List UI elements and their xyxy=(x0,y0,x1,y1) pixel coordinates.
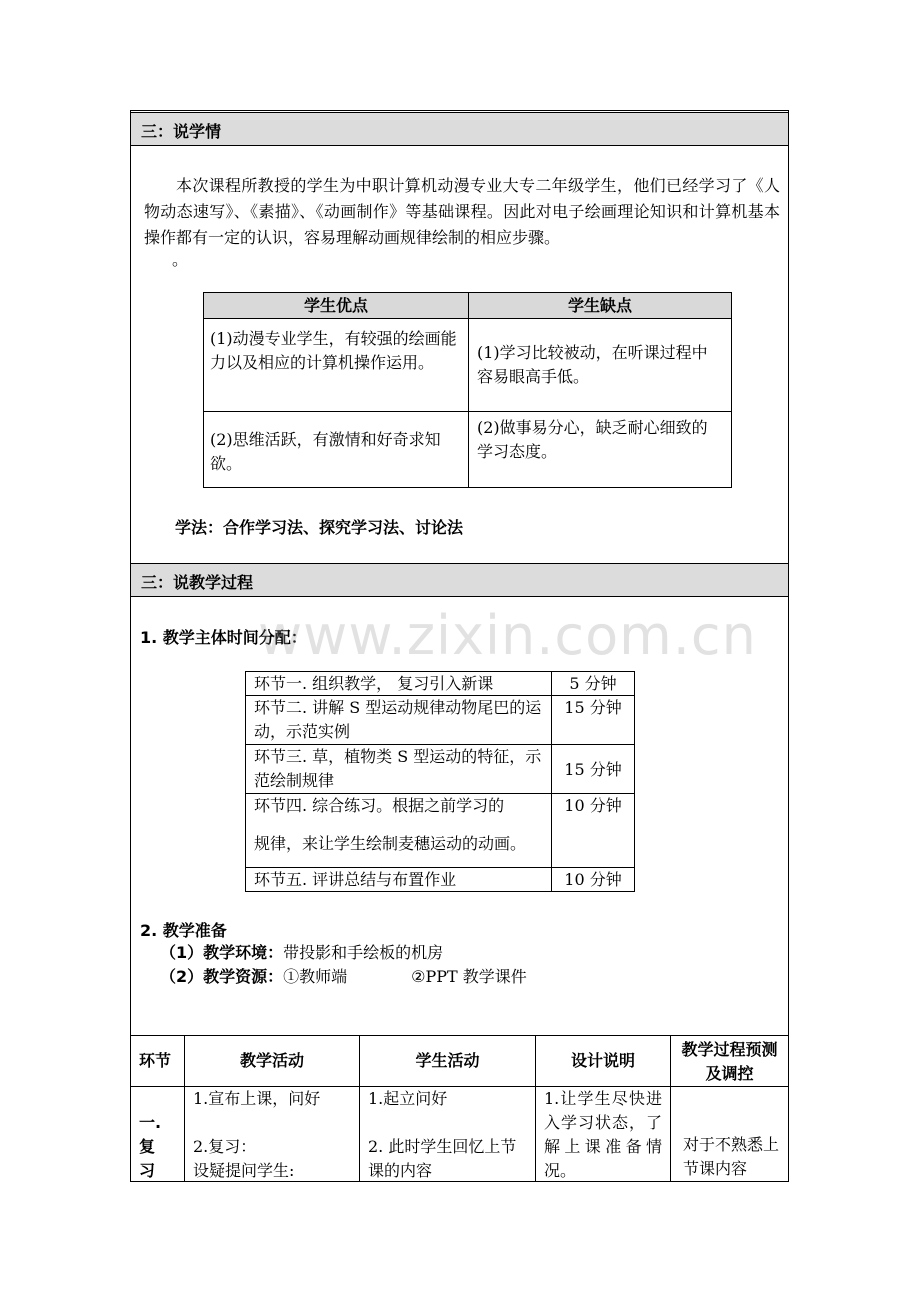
teacher-activity-1: 1.宣布上课，问好 xyxy=(193,1089,321,1108)
col-header-disadvantages: 学生缺点 xyxy=(468,292,732,319)
col-header-advantages: 学生优点 xyxy=(203,292,469,319)
col-header-prediction-adjustment: 教学过程预测及调控 xyxy=(670,1035,789,1087)
watermark: www.zixin.com.cn xyxy=(258,604,757,667)
disadvantage-1: (1)学习比较被动，在听课过程中容易眼高手低。 xyxy=(468,318,732,412)
section-header-teaching-process xyxy=(131,563,788,597)
design-notes-cell: 1.让学生尽快进入学习状态，了解上课准备情况。 xyxy=(535,1086,671,1182)
section-title: 三：说教学过程 xyxy=(141,573,254,592)
resources-value-1: ①教师端 xyxy=(283,967,348,986)
section-title: 三：说学情 xyxy=(141,122,222,141)
time-row-2-time: 15 分钟 xyxy=(551,695,635,745)
preparation-title: 2. 教学准备 xyxy=(140,921,227,940)
student-activity-cell xyxy=(359,1086,536,1182)
section-header-student-analysis xyxy=(131,112,788,146)
resources-label: （2）教学资源： xyxy=(160,967,284,986)
time-row-3-stage: 环节三. 草，植物类 S 型运动的特征，示范绘制规律 xyxy=(245,744,552,794)
learning-methods: 学法：合作学习法、探究学习法、讨论法 xyxy=(175,518,464,537)
environment-label: （1）教学环境： xyxy=(160,943,284,962)
preparation-resources xyxy=(160,965,527,989)
teacher-activity-2: 2.复习： xyxy=(193,1137,257,1156)
time-row-5-stage: 环节五. 评讲总结与布置作业 xyxy=(245,867,552,892)
advantage-2: (2)思维活跃，有激情和好奇求知欲。 xyxy=(203,411,469,488)
stray-period: 。 xyxy=(172,250,189,269)
col-header-teacher-activity: 教学活动 xyxy=(184,1035,360,1087)
teacher-activity-3: 设疑提问学生: xyxy=(193,1161,295,1180)
time-row-1-stage: 环节一. 组织教学， 复习引入新课 xyxy=(245,671,552,696)
col-header-design-notes: 设计说明 xyxy=(535,1035,671,1087)
adjustment-cell: 对于不熟悉上节课内容 xyxy=(670,1086,789,1182)
time-row-1-time: 5 分钟 xyxy=(551,671,635,696)
time-row-2-stage: 环节二. 讲解 S 型运动规律动物尾巴的运动，示范实例 xyxy=(245,695,552,745)
col-header-stage: 环节 xyxy=(130,1035,185,1087)
time-row-4-line-2: 规律，来让学生绘制麦穗运动的动画。 xyxy=(254,834,527,853)
disadvantage-2: (2)做事易分心，缺乏耐心细致的学习态度。 xyxy=(468,411,732,488)
teacher-activity-cell xyxy=(184,1086,360,1182)
preparation-environment xyxy=(160,941,443,965)
advantage-1: (1)动漫专业学生，有较强的绘画能力以及相应的计算机操作运用。 xyxy=(203,318,469,412)
time-row-4-stage xyxy=(245,793,552,868)
resources-value-2: ②PPT 教学课件 xyxy=(411,967,527,986)
time-row-4-time: 10 分钟 xyxy=(551,793,635,868)
time-allocation-title: 1. 教学主体时间分配： xyxy=(140,628,307,647)
student-analysis-paragraph: 本次课程所教授的学生为中职计算机动漫专业大专二年级学生，他们已经学习了《人物动态速写》、《素描》、《动画制作》等基础课程。因此对电子绘画理论知识和计算机基本操作都有一定的认识，容易理解动画规律绘制的相应步骤。 xyxy=(144,176,780,247)
environment-value: 带投影和手绘板的机房 xyxy=(283,943,444,962)
student-activity-1: 1.起立问好 xyxy=(368,1089,448,1108)
time-row-4-line-1: 环节四. 综合练习。根据之前学习的 xyxy=(254,796,505,815)
time-row-3-time: 15 分钟 xyxy=(551,744,635,794)
stage-review: 一. 复习 xyxy=(130,1086,185,1182)
student-activity-2: 2. 此时学生回忆上节课的内容 xyxy=(368,1137,517,1180)
time-row-5-time: 10 分钟 xyxy=(551,867,635,892)
col-header-student-activity: 学生活动 xyxy=(359,1035,536,1087)
